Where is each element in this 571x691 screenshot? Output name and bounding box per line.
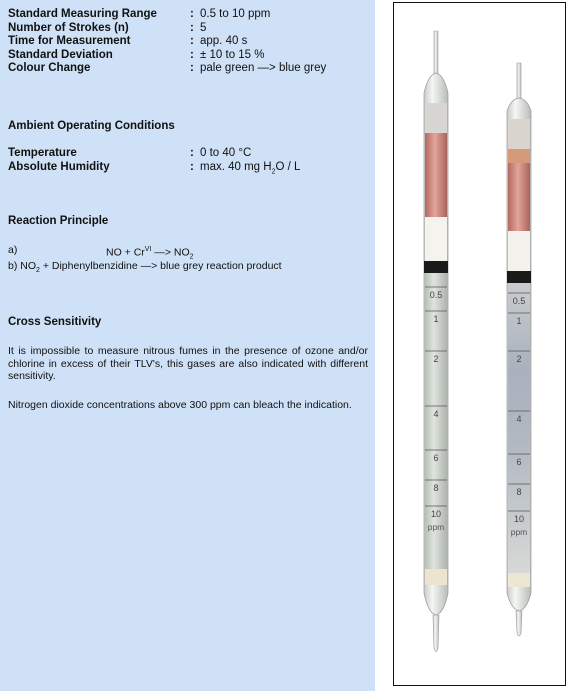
colon: :	[190, 160, 194, 173]
spec-value: 0.5 to 10 ppm	[200, 8, 271, 20]
spec-value: ± 10 to 15 %	[200, 48, 265, 61]
spec-label: Number of Strokes (n)	[8, 21, 129, 34]
scale-label: 1	[516, 316, 522, 326]
scale-label: 0.5	[429, 290, 443, 300]
scale-label: 4	[516, 414, 522, 424]
left-tube	[424, 31, 448, 652]
scale-label: 2	[516, 354, 522, 364]
scale-label: 1	[433, 314, 439, 324]
ambient-table	[8, 147, 300, 178]
spec-label: Standard Measuring Range	[8, 8, 157, 20]
scale-label: 8	[516, 487, 522, 497]
humidity-unit: O / L	[275, 160, 301, 173]
scale-label: 10	[513, 514, 525, 524]
colon: :	[190, 8, 194, 20]
cross-paragraph-1: It is impossible to measure nitrous fumes in the presence of ozone and/or chlorine in excess of their TLV's, this gases are also indicated with different sensitivity.	[8, 345, 368, 382]
spec-value: 5	[200, 21, 207, 34]
spec-row	[8, 8, 326, 22]
spec-row	[8, 62, 326, 76]
scale-label: 6	[516, 457, 522, 467]
scale-label: 0.5	[512, 296, 526, 306]
humidity-value	[200, 161, 300, 179]
humidity-label: Absolute Humidity	[8, 160, 110, 173]
colon: :	[190, 62, 194, 74]
spec-value: pale green —> blue grey	[200, 62, 327, 74]
spec-row	[8, 35, 326, 49]
colon: :	[190, 35, 194, 47]
spec-label: Standard Deviation	[8, 48, 113, 61]
spec-table	[8, 8, 326, 76]
scale-label: 6	[433, 453, 439, 463]
spec-label: Colour Change	[8, 62, 91, 74]
spec-row	[8, 49, 326, 63]
reaction-b-text: b) NO	[8, 260, 37, 272]
colon: :	[190, 48, 194, 61]
scale-label: 8	[433, 483, 439, 493]
temp-label: Temperature	[8, 147, 77, 159]
spec-row	[8, 22, 326, 36]
reaction-heading: Reaction Principle	[8, 215, 109, 227]
reaction-b	[8, 260, 368, 278]
ambient-row	[8, 161, 300, 179]
reaction-a-text: NO + Cr	[106, 246, 145, 259]
spec-value: app. 40 s	[200, 35, 248, 47]
tube-photo-frame	[393, 2, 566, 686]
colon: :	[190, 21, 194, 34]
colon: :	[190, 147, 194, 159]
humidity-sub: 2	[271, 167, 276, 175]
reaction-a-sup: VI	[144, 246, 152, 253]
scale-label: 4	[433, 409, 439, 419]
detector-tubes-image	[394, 3, 564, 684]
temp-value: 0 to 40 °C	[200, 147, 252, 159]
reaction-a-sub: 2	[189, 253, 194, 261]
humidity-text: max. 40 mg H	[200, 160, 272, 173]
cross-heading: Cross Sensitivity	[8, 316, 102, 328]
scale-label: 2	[433, 354, 439, 364]
ambient-heading: Ambient Operating Conditions	[8, 120, 175, 132]
scale-unit: ppm	[427, 522, 445, 532]
ambient-row	[8, 147, 300, 161]
scale-unit: ppm	[510, 527, 528, 537]
reaction-b-product: + Diphenylbenzidine —> blue grey reaction product	[39, 260, 282, 272]
reaction-b-sub: 2	[36, 267, 40, 275]
reaction-a-product: —> NO	[151, 246, 190, 259]
spec-label: Time for Measurement	[8, 35, 131, 47]
cross-paragraph-2: Nitrogen dioxide concentrations above 300 ppm can bleach the indication.	[8, 399, 352, 411]
scale-label: 10	[430, 509, 442, 519]
reaction-a	[8, 244, 368, 261]
reaction-a-label: a)	[8, 244, 18, 256]
right-tube	[507, 63, 531, 636]
